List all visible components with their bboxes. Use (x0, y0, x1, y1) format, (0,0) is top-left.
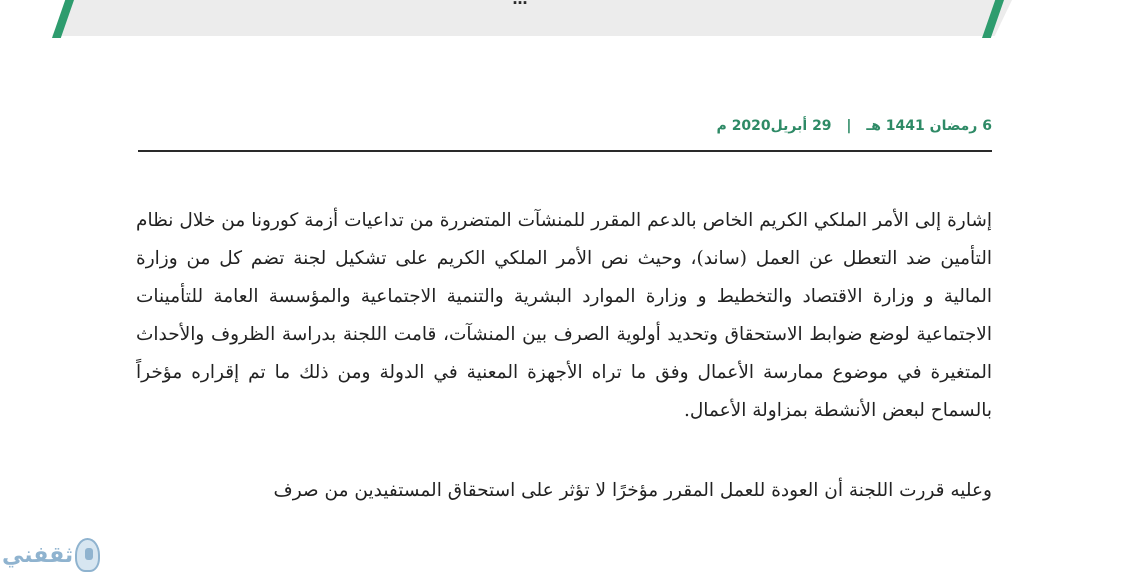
article-paragraph-1: إشارة إلى الأمر الملكي الكريم الخاص بالدعم المقرر للمنشآت المتضررة من تداعيات أزمة كورونا من خلال نظام التأمين ضد التعطل عن العمل (ساند)، وحيث نص الأمر الملكي الكريم على تشكيل لجنة تضم كل من وزارة المالية و وزارة الاقتصاد والتخطيط و وزارة الموارد البشرية والتنمية الاجتماعية والمؤسسة العامة للتأمينات الاجتماعية لوضع ضوابط الاستحقاق وتحديد أولوية الصرف بين المنشآت، قامت اللجنة بدراسة الظروف والأحداث المتغيرة في موضوع ممارسة الأعمال وفق ما تراه الأجهزة المعنية في الدولة ومن ذلك ما تم إقراره مؤخراً بالسماح لبعض الأنشطة بمزاولة الأعمال. (136, 210, 992, 421)
publish-date (717, 118, 992, 134)
article-body (136, 202, 992, 552)
date-separator: | (846, 118, 852, 134)
watermark-logo-text: ثقفني (2, 542, 74, 568)
watermark-logo (2, 533, 100, 577)
banner-title (240, 0, 800, 8)
hijri-date: 6 رمضان 1441 هـ (866, 118, 992, 134)
lightbulb-icon (75, 538, 100, 572)
article-paragraph-2: وعليه قررت اللجنة أن العودة للعمل المقرر مؤخرًا لا تؤثر على استحقاق المستفيدين من صرف (273, 480, 992, 501)
gregorian-date: 29 أبريل2020 م (716, 118, 832, 134)
header-divider (138, 150, 992, 152)
